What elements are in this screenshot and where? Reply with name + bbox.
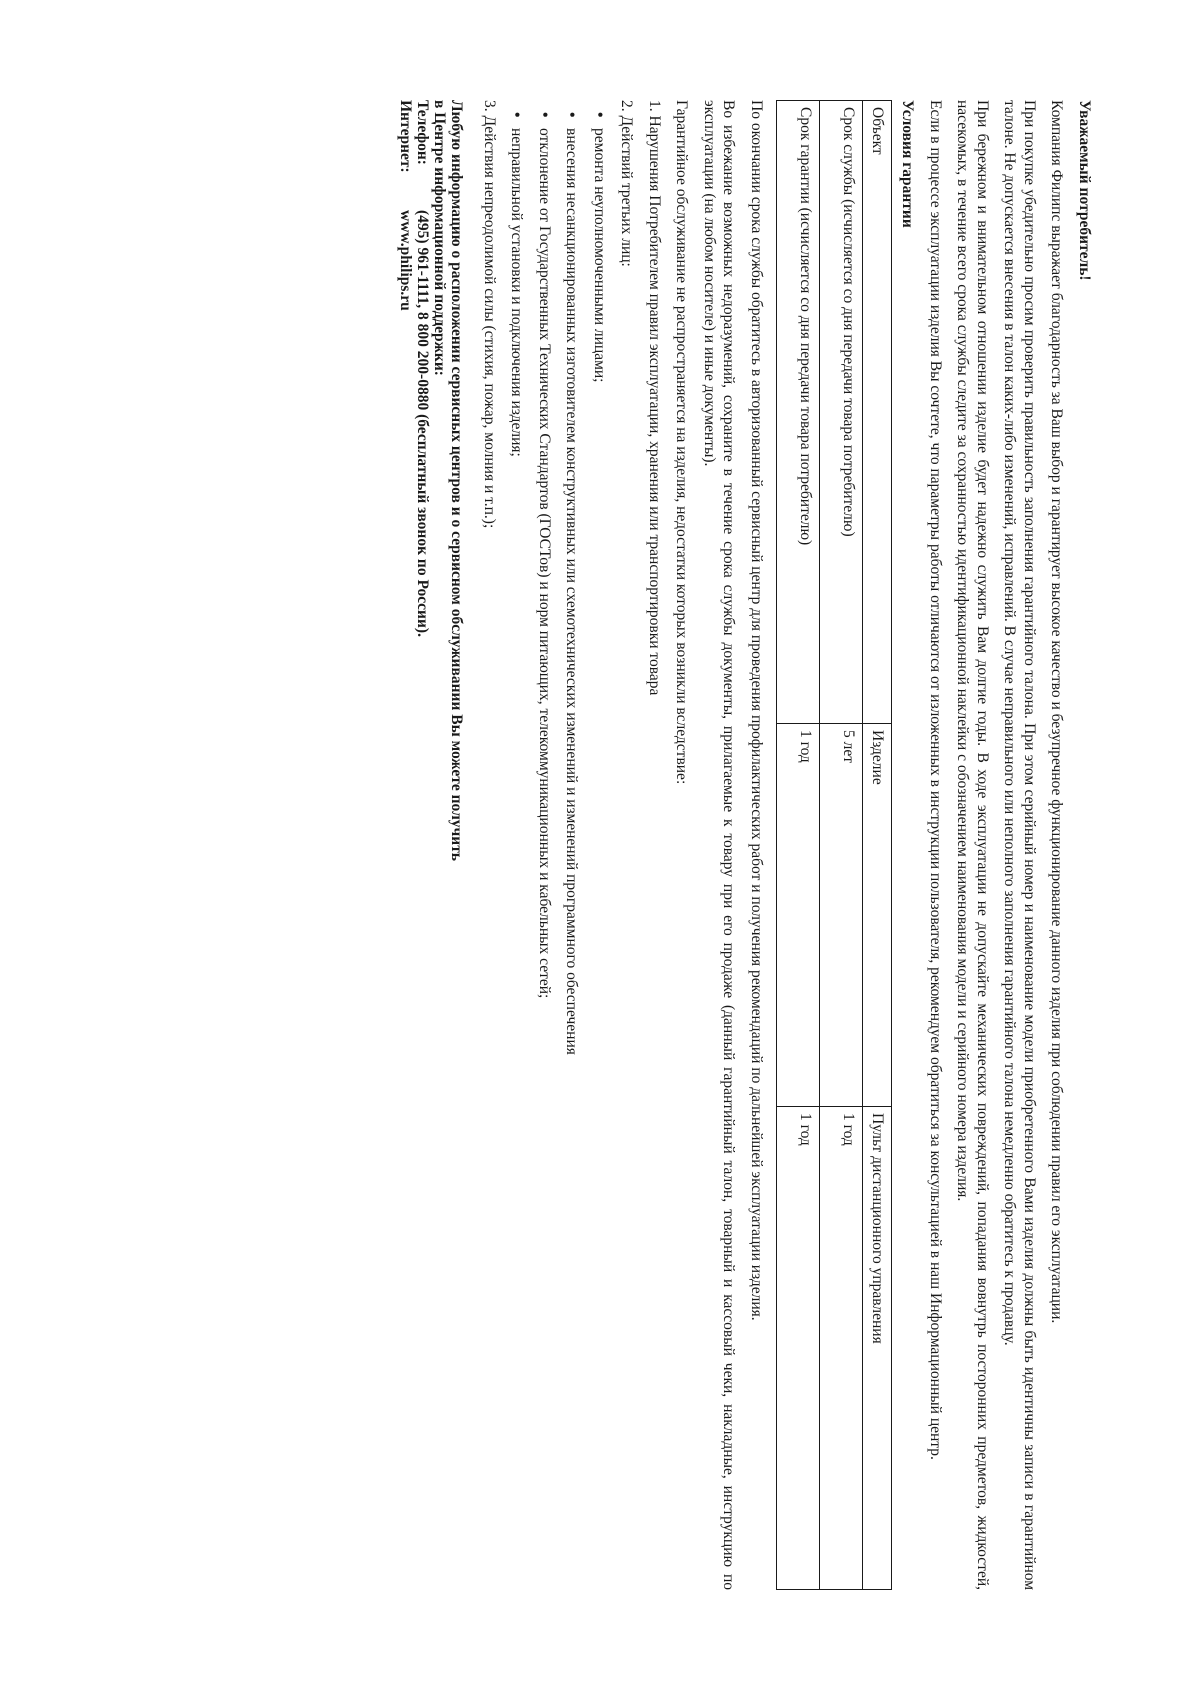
care-paragraph: При бережном и внимательном отношении изделие будет надежно служить Вам долгие годы. В ходе эксплуатации не допускайте механических повреждений, попадания вовнутрь посторонних предметов, жидкостей, насекомых, в течение всего срока службы следите за сохранностью идентификационной наклейки с обозначением наименования модели и серийного номера изделия. (954, 100, 991, 1590)
table-cell: 1 год (777, 1107, 820, 1590)
table-header-object: Объект (863, 101, 892, 724)
list-item-text: ремонта неуполномоченными лицами; (591, 128, 608, 383)
list-item (590, 112, 610, 1590)
table-cell: 1 год (777, 724, 820, 1107)
consultation-paragraph: Если в процессе эксплуатации изделия Вы сочтете, что параметры работы отличаются от изложенных в инструкции пользователя, рекомендуем обратиться за консультацией в наш Информационный центр. (927, 100, 944, 1460)
keep-documents-paragraph: Во избежание возможных недоразумений, сохраните в течение срока службы документы, прилагаемые к товару при его продаже (данный гарантийный талон, товарный и кассовый чеки, накладные, инструкцию по эксплуатации (на любом носителе) и иные документы). (701, 100, 738, 1590)
list-item-text: неправильной установки и подключения изделия; (508, 128, 526, 457)
cause-item-3: 3. Действия непреодолимой силы (стихия, пожар, молния и т.п.); (481, 100, 498, 529)
list-item (562, 112, 582, 1590)
internet-row (398, 100, 415, 1590)
bullet-icon: • (563, 112, 581, 118)
service-life-paragraph: По окончании срока службы обратитесь в авторизованный сервисный центр для проведения профилактических работ и получения рекомендаций по дальнейшей эксплуатации изделия. (748, 100, 765, 1321)
warranty-table (776, 100, 892, 1590)
contact-intro-line-1: Любую информацию о расположении сервисных центров и о сервисном обслуживании Вы можете получить (448, 100, 466, 861)
list-item (535, 112, 555, 1590)
table-row (820, 101, 863, 1590)
third-party-list (507, 100, 609, 1590)
list-item-text: внесения несанкционированных изготовителем конструктивных или схемотехнических изменений и изменений программного обеспечения (563, 128, 581, 1055)
table-cell: Срок службы (исчисляется со дня передачи товара потребителю) (820, 101, 863, 724)
table-cell: Срок гарантии (исчисляется со дня передачи товара потребителю) (777, 101, 820, 724)
table-cell: 1 год (820, 1107, 863, 1590)
bullet-icon: • (536, 112, 553, 118)
internet-label: Интернет: (397, 100, 415, 173)
phone-row (415, 100, 432, 1590)
bullet-icon: • (508, 112, 526, 118)
bullet-icon: • (591, 112, 608, 118)
list-item-text: отклонение от Государственных Технических Стандартов (ГОСТов) и норм питающих, телекоммуникационных и кабельных сетей; (536, 128, 553, 999)
warranty-conditions-heading: Условия гарантии (899, 100, 917, 228)
table-row (777, 101, 820, 1590)
check-coupon-paragraph: При покупке убедительно просим проверить правильность заполнения гарантийного талона. При этом серийный номер и наименование модели приобретенного Вами изделия должны быть идентичны записи в гарантийном талоне. Не допускается внесения в талон каких-либо изменений, исправлений. В случае неправильного или неполного заполнения гарантийного талона немедленно обратитесь к продавцу. (1001, 100, 1038, 1590)
document-content (398, 100, 1101, 1590)
list-item (507, 112, 527, 1590)
warranty-document (0, 100, 1100, 1590)
greeting-heading: Уважаемый потребитель! (1076, 100, 1093, 281)
contact-block (398, 100, 466, 1590)
contact-intro-line-2: в Центре информационной поддержки: (431, 100, 449, 376)
exclusions-intro: Гарантийное обслуживание не распространяется на изделия, недостатки которых возникли вследствие: (673, 100, 691, 785)
intro-paragraph: Компания Филипс выражает благодарность за Ваш выбор и гарантирует высокое качество и безупречное функционирование данного изделия при соблюдении правил его эксплуатации. (1048, 100, 1066, 1324)
website-link[interactable]: www.philips.ru (397, 210, 415, 311)
cause-item-2: 2. Действий третьих лиц: (618, 100, 636, 267)
table-cell: 5 лет (820, 724, 863, 1107)
phone-label: Телефон: (414, 100, 432, 165)
table-header-product: Изделие (863, 724, 892, 1107)
cause-item-1: 1. Нарушения Потребителем правил эксплуатации, хранения или транспортировки товара (646, 100, 663, 696)
table-header-remote: Пульт дистанционного управления (863, 1107, 892, 1590)
table-header-row (863, 101, 892, 1590)
phone-value: (495) 961-1111, 8 800 200-0880 (бесплатный звонок по России). (414, 210, 432, 637)
